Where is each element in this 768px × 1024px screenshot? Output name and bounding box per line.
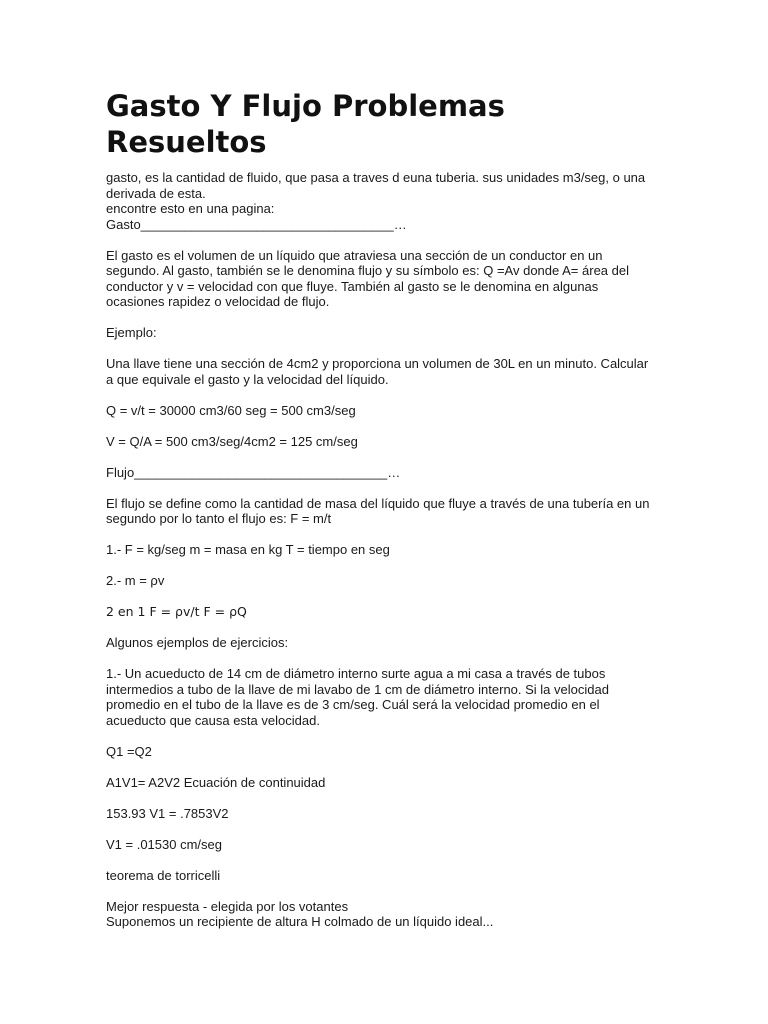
- torricelli-heading: teorema de torricelli: [106, 867, 221, 883]
- best-answer-paragraph: Mejor respuesta - elegida por los votantes Suponemos un recipiente de altura H colmado de un líquido ideal...: [106, 898, 494, 929]
- gasto-calculation: Q = v/t = 30000 cm3/60 seg = 500 cm3/seg: [106, 402, 356, 418]
- equation-result: V1 = .01530 cm/seg: [106, 836, 222, 852]
- flujo-heading: Flujo___________________________________…: [106, 464, 401, 480]
- velocity-calculation: V = Q/A = 500 cm3/seg/4cm2 = 125 cm/seg: [106, 433, 358, 449]
- gasto-definition-paragraph: El gasto es el volumen de un líquido que atraviesa una sección de un conductor en un segundo. Al gasto, también se le denomina flujo y su símbolo es: Q =Av donde A= área del conductor y v = velocidad con que fluye. También al gasto se le denomina en algunas ocasiones rapidez o velocidad de flujo.: [106, 247, 629, 309]
- formula-step-2: 2.- m = ρv: [106, 573, 165, 588]
- exercises-heading: Algunos ejemplos de ejercicios:: [106, 635, 289, 650]
- page-title: Gasto Y Flujo Problemas Resueltos: [106, 89, 505, 159]
- flujo-definition-paragraph: El flujo se define como la cantidad de masa del líquido que fluye a través de una tubería en un segundo por lo tanto el flujo es: F = m/t: [106, 495, 650, 526]
- continuity-equation: A1V1= A2V2 Ecuación de continuidad: [106, 774, 326, 790]
- intro-paragraph: gasto, es la cantidad de fluido, que pasa a traves d euna tuberia. sus unidades m3/seg, o una derivada de esta. encontre esto en una pagina: Gasto___________________________________…: [106, 170, 646, 232]
- formula-step-1: 1.- F = kg/seg m = masa en kg T = tiempo en seg: [106, 542, 390, 557]
- example-statement: Una llave tiene una sección de 4cm2 y proporciona un volumen de 30L en un minuto. Calcular a que equivale el gasto y la velocidad del líquido.: [106, 356, 649, 387]
- equation-substitution: 153.93 V1 = .7853V2: [106, 805, 229, 821]
- example-heading: Ejemplo:: [106, 325, 157, 340]
- exercise-1-statement: 1.- Un acueducto de 14 cm de diámetro interno surte agua a mi casa a través de tubos intermedios a tubo de la llave de mi lavabo de 1 cm de diámetro interno. Si la velocidad promedio en el tubo de la llave es de 3 cm/seg. Cuál será la velocidad promedio en el acueducto que causa esta velocidad.: [106, 666, 609, 728]
- formula-step-3: 2 en 1 F = ρv/t F = ρQ: [106, 604, 247, 619]
- equation-q1-q2: Q1 =Q2: [106, 743, 152, 759]
